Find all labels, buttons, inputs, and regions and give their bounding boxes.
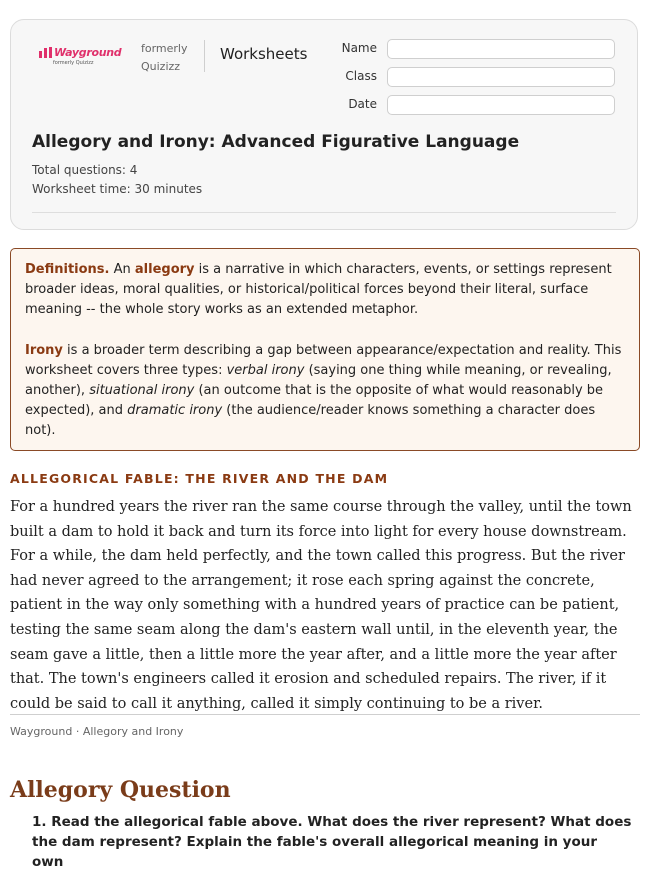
irony-term: Irony	[25, 343, 63, 358]
date-label: Date	[348, 97, 377, 111]
logo-wordmark: Wayground	[54, 46, 122, 59]
logo-subtext: formerly Quizizz	[53, 60, 94, 66]
name-label: Name	[341, 41, 377, 55]
dramatic-irony-text: (the audience/reader knows something a character does not).	[25, 403, 596, 438]
definitions-lead: Definitions.	[25, 262, 110, 277]
fable-heading: ALLEGORICAL FABLE: THE RIVER AND THE DAM	[10, 471, 389, 486]
question-1: 1. Read the allegorical fable above. What does the river represent? What does the dam represent? Explain the fable's overall allegorical meaning in your own	[32, 814, 632, 870]
class-label: Class	[345, 69, 377, 83]
allegory-definition	[25, 260, 625, 320]
footer-rule	[10, 714, 640, 715]
verbal-irony-text: (saying one thing while meaning, or revealing, another),	[25, 363, 612, 398]
page-title: Allegory and Irony: Advanced Figurative Language	[32, 132, 520, 152]
header-rule	[32, 212, 616, 213]
situational-irony-term: situational irony	[89, 383, 195, 398]
irony-definition-text: is a broader term describing a gap between appearance/expectation and reality. This worksheet covers three types:	[25, 343, 622, 378]
allegory-term: allegory	[134, 262, 195, 277]
worksheet-time: Worksheet time: 30 minutes	[32, 182, 203, 196]
verbal-irony-term: verbal irony	[226, 363, 305, 378]
name-field[interactable]	[387, 39, 615, 59]
class-field[interactable]	[387, 67, 615, 87]
header-divider	[204, 40, 205, 72]
date-field[interactable]	[387, 95, 615, 115]
logo-bars-icon	[39, 47, 53, 58]
formerly-label: formerly Quizizz	[141, 42, 188, 73]
allegory-definition-text: is a narrative in which characters, events, or settings represent broader ideas, moral qualities, or historical/political forces beyond their literal, surface meaning -- the whole story works as an extended metaphor.	[25, 262, 612, 317]
situational-irony-text: (an outcome that is the opposite of what would reasonably be expected), and	[25, 383, 604, 418]
total-questions: Total questions: 4	[32, 163, 138, 177]
question-section-heading: Allegory Question	[10, 777, 231, 803]
definition-text: An	[109, 262, 135, 277]
section-label: Worksheets	[220, 45, 308, 63]
dramatic-irony-term: dramatic irony	[127, 403, 223, 418]
definitions-box	[10, 248, 640, 451]
fable-text: For a hundred years the river ran the same course through the valley, until the town built a dam to hold it back and turn its force into light for every house downstream. For a while, the dam held perfectly, and the town called this progress. But the river had never agreed to the arrangement; it rose each spring against the concrete, patient in the way only something with a hundred years of practice can be patient, testing the same seam along the dam's eastern wall until, in the eleventh year, the seam gave a little, then a little more the year after, and a little more the year after that. The town's engineers called it erosion and scheduled repairs. The river, if it could be said to call it anything, called it simply continuing to be a river.	[10, 499, 632, 712]
wayground-logo	[39, 46, 129, 72]
worksheet-header	[10, 19, 638, 230]
footer-text: Wayground · Allegory and Irony	[10, 725, 184, 738]
irony-definition	[25, 341, 625, 441]
